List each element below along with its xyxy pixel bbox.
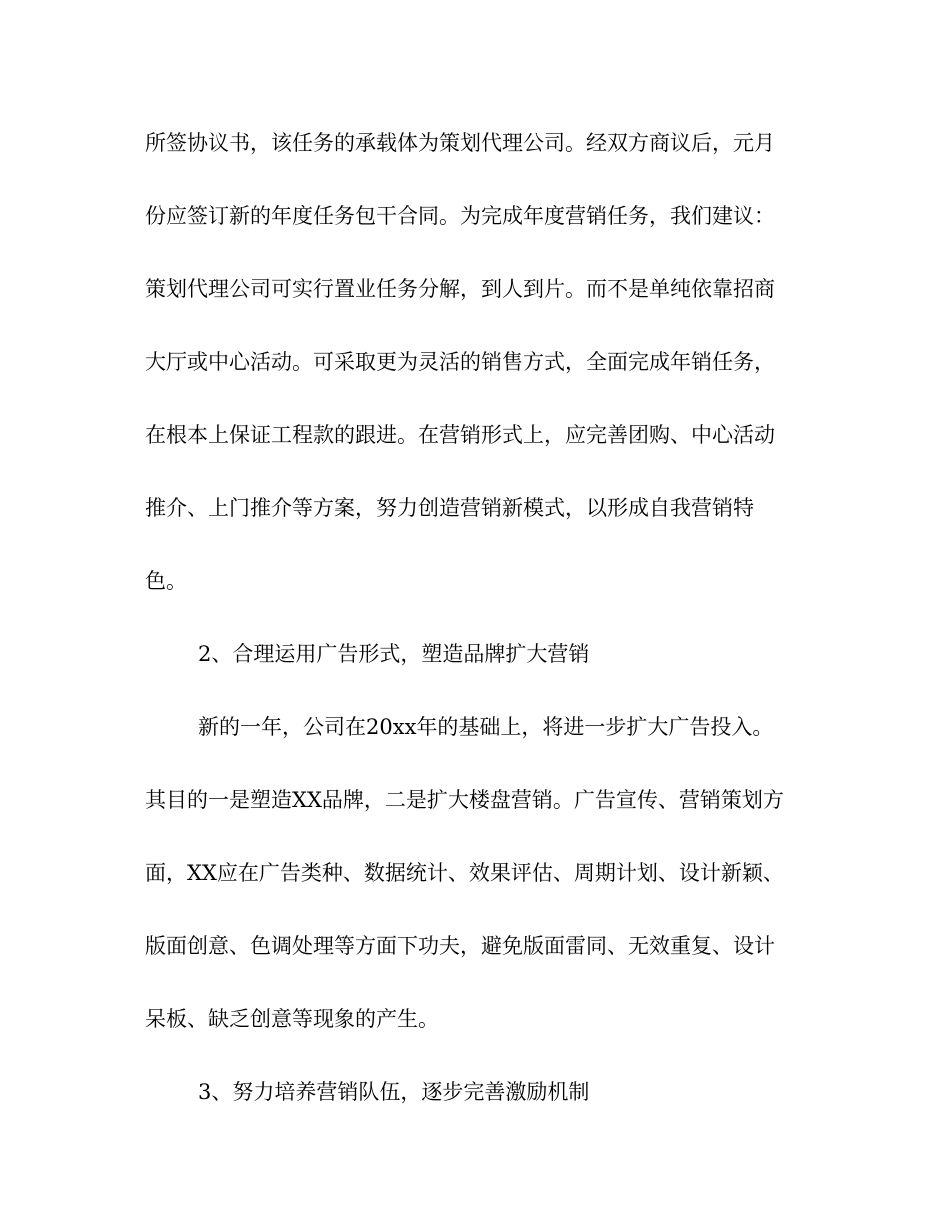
paragraph-line: 版面创意、色调处理等方面下功夫，避免版面雷同、无效重复、设计 (145, 934, 775, 958)
section-heading-3: 3、努力培养营销队伍，逐步完善激励机制 (198, 1080, 590, 1104)
paragraph-line: 在根本上保证工程款的跟进。在营销形式上，应完善团购、中心活动 (145, 423, 775, 447)
paragraph-line: 大厅或中心活动。可采取更为灵活的销售方式，全面完成年销任务， (145, 350, 775, 374)
paragraph-line: 所签协议书，该任务的承载体为策划代理公司。经双方商议后，元月 (145, 131, 775, 155)
section-heading-2: 2、合理运用广告形式，塑造品牌扩大营销 (198, 642, 590, 666)
paragraph-line: 份应签订新的年度任务包干合同。为完成年度营销任务，我们建议： (145, 204, 775, 228)
paragraph-line: 色。 (145, 569, 187, 593)
paragraph-line: 其目的一是塑造XX品牌，二是扩大楼盘营销。广告宣传、营销策划方 (145, 788, 784, 812)
paragraph-line: 推介、上门推介等方案，努力创造营销新模式，以形成自我营销特 (145, 496, 754, 520)
paragraph-line: 面，XX应在广告类种、数据统计、效果评估、周期计划、设计新颖、 (145, 861, 784, 885)
paragraph-line: 呆板、缺乏创意等现象的产生。 (145, 1007, 439, 1031)
paragraph-line: 策划代理公司可实行置业任务分解，到人到片。而不是单纯依靠招商 (145, 277, 775, 301)
paragraph-line: 新的一年，公司在20xx年的基础上，将进一步扩大广告投入。 (198, 715, 774, 739)
